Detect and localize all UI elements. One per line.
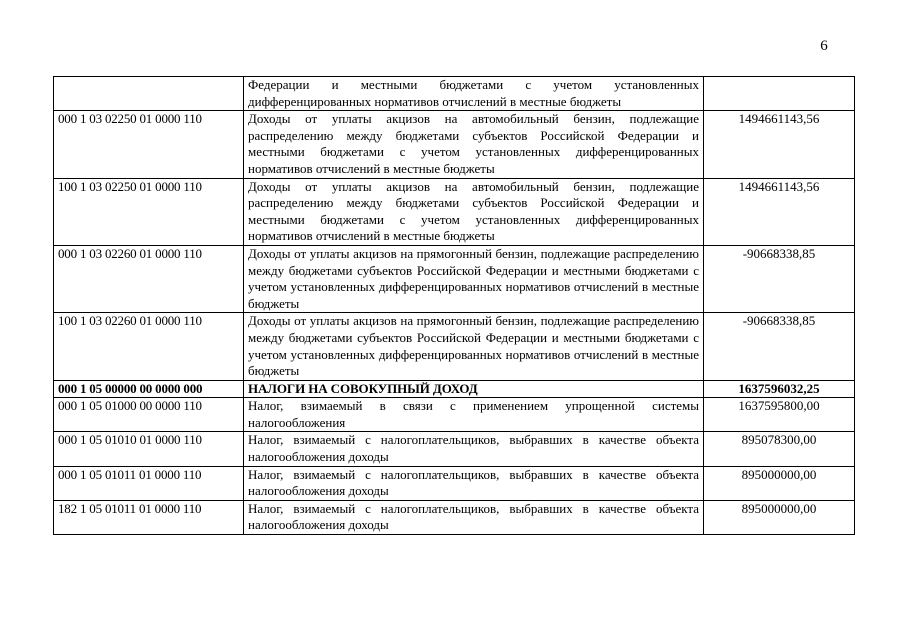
row-amount: 1637596032,25 — [704, 380, 855, 398]
row-code: 000 1 05 01011 01 0000 110 — [54, 466, 244, 500]
row-name: Доходы от уплаты акцизов на автомобильный бензин, подлежащие распределению между бюджетами субъектов Российской Федерации и местными бюджетами с учетом установленных дифференцированных нормативов отчислений в местные бюджеты — [244, 111, 704, 178]
row-name: Налог, взимаемый с налогоплательщиков, выбравших в качестве объекта налогообложения доходы — [244, 432, 704, 466]
table-row-section-total — [54, 380, 855, 398]
row-amount — [704, 77, 855, 111]
row-name: Налог, взимаемый с налогоплательщиков, выбравших в качестве объекта налогообложения доходы — [244, 466, 704, 500]
row-name: Налог, взимаемый с налогоплательщиков, выбравших в качестве объекта налогообложения доходы — [244, 500, 704, 534]
row-amount: -90668338,85 — [704, 245, 855, 312]
row-code: 000 1 03 02250 01 0000 110 — [54, 111, 244, 178]
row-name: НАЛОГИ НА СОВОКУПНЫЙ ДОХОД — [244, 380, 704, 398]
row-amount: -90668338,85 — [704, 313, 855, 380]
row-amount: 1494661143,56 — [704, 111, 855, 178]
table-row — [54, 313, 855, 380]
row-name: Доходы от уплаты акцизов на автомобильный бензин, подлежащие распределению между бюджетами субъектов Российской Федерации и местными бюджетами с учетом установленных дифференцированных нормативов отчислений в местные бюджеты — [244, 178, 704, 245]
table-row — [54, 77, 855, 111]
row-name: Федерации и местными бюджетами с учетом установленных дифференцированных нормативов отчислений в местные бюджеты — [244, 77, 704, 111]
row-code: 000 1 03 02260 01 0000 110 — [54, 245, 244, 312]
row-amount: 1494661143,56 — [704, 178, 855, 245]
row-code: 000 1 05 01000 00 0000 110 — [54, 398, 244, 432]
row-amount: 895078300,00 — [704, 432, 855, 466]
row-code: 182 1 05 01011 01 0000 110 — [54, 500, 244, 534]
row-name: Налог, взимаемый в связи с применением упрощенной системы налогообложения — [244, 398, 704, 432]
table-row — [54, 245, 855, 312]
row-name: Доходы от уплаты акцизов на прямогонный бензин, подлежащие распределению между бюджетами субъектов Российской Федерации и местными бюджетами с учетом установленных дифференцированных нормативов отчислений в местные бюджеты — [244, 313, 704, 380]
revenue-table — [53, 76, 855, 535]
row-amount: 1637595800,00 — [704, 398, 855, 432]
table-row — [54, 398, 855, 432]
table-row — [54, 111, 855, 178]
row-code: 000 1 05 00000 00 0000 000 — [54, 380, 244, 398]
row-amount: 895000000,00 — [704, 466, 855, 500]
row-code: 100 1 03 02250 01 0000 110 — [54, 178, 244, 245]
table-row — [54, 178, 855, 245]
row-code: 100 1 03 02260 01 0000 110 — [54, 313, 244, 380]
row-name: Доходы от уплаты акцизов на прямогонный бензин, подлежащие распределению между бюджетами субъектов Российской Федерации и местными бюджетами с учетом установленных дифференцированных нормативов отчислений в местные бюджеты — [244, 245, 704, 312]
row-amount: 895000000,00 — [704, 500, 855, 534]
table-row — [54, 500, 855, 534]
row-code — [54, 77, 244, 111]
table-row — [54, 432, 855, 466]
page-number: 6 — [820, 38, 828, 54]
table-row — [54, 466, 855, 500]
row-code: 000 1 05 01010 01 0000 110 — [54, 432, 244, 466]
